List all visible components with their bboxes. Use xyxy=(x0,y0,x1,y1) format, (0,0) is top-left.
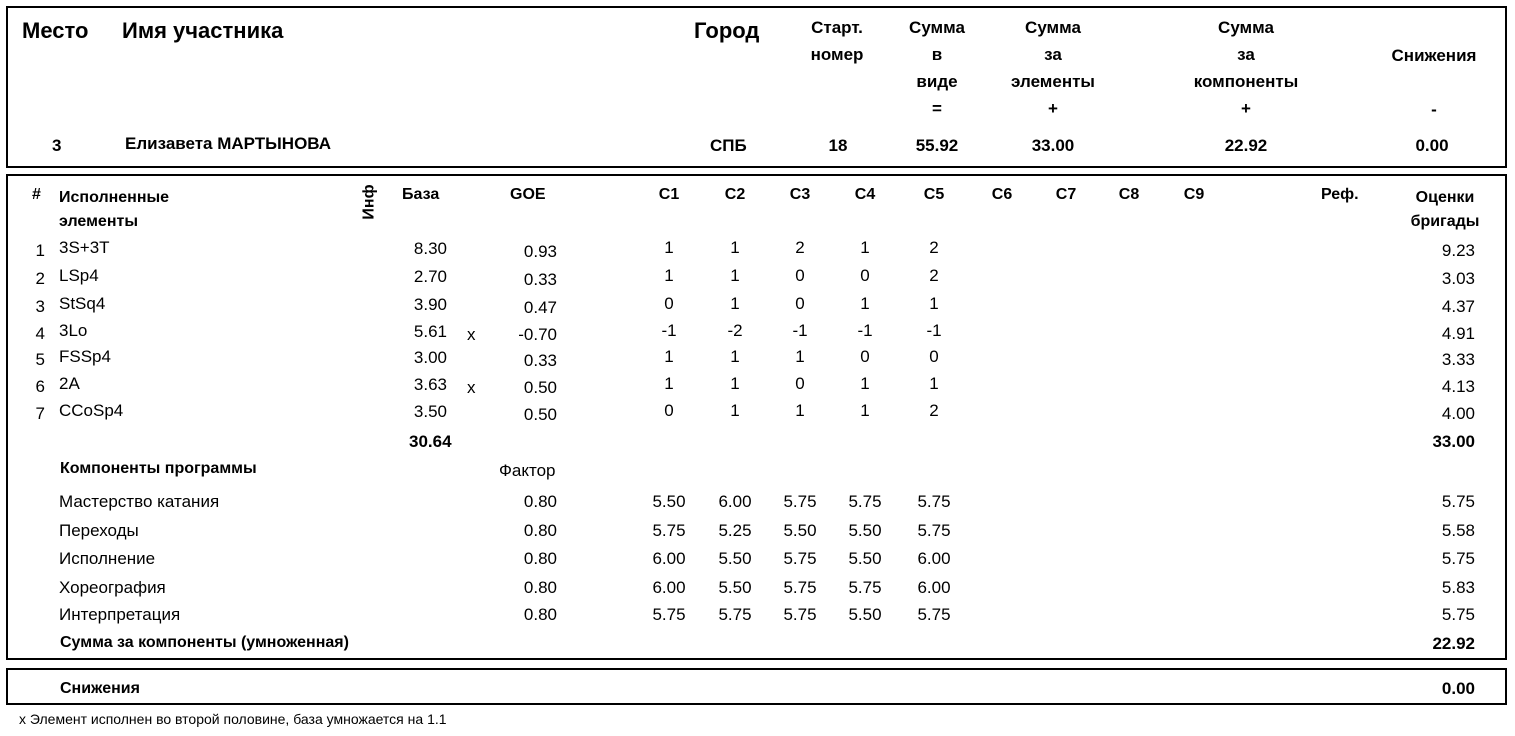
component-judge-score: 5.50 xyxy=(848,549,882,568)
component-factor: 0.80 xyxy=(523,578,557,597)
element-name: CCoSp4 xyxy=(59,401,124,420)
element-info: x xyxy=(467,325,476,344)
element-name: 2A xyxy=(59,374,80,393)
skater-total: 55.92 xyxy=(915,136,959,155)
judge-header-c6: C6 xyxy=(991,186,1013,203)
component-judge-score: 5.50 xyxy=(718,549,752,568)
element-judge-score: 1 xyxy=(730,294,740,313)
component-panel-score: 5.75 xyxy=(1441,492,1475,511)
component-name: Хореография xyxy=(59,578,166,597)
num-col-header: # xyxy=(32,186,41,203)
element-judge-score: 1 xyxy=(795,401,805,420)
components-sum-value: 22.92 xyxy=(1432,634,1475,653)
base-col-header: База xyxy=(402,186,440,203)
element-judge-score: 1 xyxy=(929,294,939,313)
name-header: Имя участника xyxy=(122,18,284,43)
component-judge-score: 5.75 xyxy=(848,578,882,597)
component-panel-score: 5.58 xyxy=(1441,521,1475,540)
elements-label-2: за xyxy=(1044,45,1062,64)
total-label-1: Сумма xyxy=(909,18,965,37)
components-score-header xyxy=(1176,14,1316,122)
deductions-label-2: - xyxy=(1431,100,1437,119)
element-judge-score: 1 xyxy=(730,238,740,257)
components-sum-label: Сумма за компоненты (умноженная) xyxy=(60,634,349,651)
component-judge-score: 5.50 xyxy=(783,521,817,540)
element-judge-score: -1 xyxy=(661,321,677,340)
element-judge-score: 2 xyxy=(929,401,939,420)
element-judge-score: 2 xyxy=(795,238,805,257)
component-panel-score: 5.75 xyxy=(1441,549,1475,568)
components-label-2: за xyxy=(1237,45,1255,64)
component-judge-score: 6.00 xyxy=(718,492,752,511)
component-judge-score: 5.50 xyxy=(848,605,882,624)
element-panel-score: 4.13 xyxy=(1441,377,1475,396)
component-judge-score: 5.75 xyxy=(917,521,951,540)
element-name: 3Lo xyxy=(59,321,88,340)
elements-score-header xyxy=(993,14,1113,122)
panel-col-header xyxy=(1405,186,1485,234)
element-num: 2 xyxy=(35,269,45,288)
element-num: 3 xyxy=(35,297,45,316)
judge-header-c2: C2 xyxy=(724,186,746,203)
component-judge-score: 6.00 xyxy=(652,549,686,568)
component-judge-score: 5.75 xyxy=(652,521,686,540)
component-judge-score: 5.75 xyxy=(783,549,817,568)
elements-score-total: 33.00 xyxy=(1432,432,1475,451)
components-label-1: Сумма xyxy=(1218,18,1274,37)
start-label-2: номер xyxy=(810,45,864,64)
components-section-title: Компоненты программы xyxy=(60,460,257,477)
deductions-box xyxy=(6,668,1507,705)
judge-header-c8: C8 xyxy=(1118,186,1140,203)
element-judge-score: 0 xyxy=(860,266,870,285)
element-base: 3.50 xyxy=(413,402,447,421)
panel-col-label-2: бригады xyxy=(1410,213,1480,230)
total-label-3: виде xyxy=(916,72,958,91)
element-goe: 0.33 xyxy=(523,351,557,370)
base-total: 30.64 xyxy=(409,432,452,451)
city-header: Город xyxy=(694,18,760,43)
element-num: 4 xyxy=(35,324,45,343)
element-base: 5.61 xyxy=(413,322,447,341)
element-judge-score: 1 xyxy=(929,374,939,393)
judge-header-c3: C3 xyxy=(789,186,811,203)
skater-elements-total: 33.00 xyxy=(1031,136,1075,155)
component-factor: 0.80 xyxy=(523,521,557,540)
element-info: x xyxy=(467,378,476,397)
element-judge-score: 0 xyxy=(795,374,805,393)
element-judge-score: -1 xyxy=(926,321,942,340)
element-goe: 0.50 xyxy=(523,378,557,397)
element-num: 5 xyxy=(35,350,45,369)
elements-label-4: + xyxy=(1048,99,1058,118)
element-judge-score: 1 xyxy=(795,347,805,366)
element-name: FSSp4 xyxy=(59,347,111,366)
component-factor: 0.80 xyxy=(523,492,557,511)
element-judge-score: 0 xyxy=(664,294,674,313)
component-panel-score: 5.75 xyxy=(1441,605,1475,624)
element-judge-score: 2 xyxy=(929,266,939,285)
component-judge-score: 5.75 xyxy=(783,605,817,624)
element-goe: 0.33 xyxy=(523,270,557,289)
component-judge-score: 6.00 xyxy=(917,549,951,568)
deductions-row-label: Снижения xyxy=(60,680,140,697)
element-name: LSp4 xyxy=(59,266,99,285)
element-goe: 0.50 xyxy=(523,405,557,424)
element-name: StSq4 xyxy=(59,294,106,313)
total-label-4: = xyxy=(932,99,942,118)
elements-col-header xyxy=(59,186,169,234)
start-number-header xyxy=(787,14,887,68)
element-base: 8.30 xyxy=(413,239,447,258)
element-judge-score: -2 xyxy=(727,321,743,340)
element-judge-score: 1 xyxy=(664,238,674,257)
total-label-2: в xyxy=(931,45,943,64)
panel-col-label-1: Оценки xyxy=(1415,189,1475,206)
element-judge-score: 2 xyxy=(929,238,939,257)
factor-header: Фактор xyxy=(499,461,556,480)
skater-city: СПБ xyxy=(710,136,747,155)
component-judge-score: 5.25 xyxy=(718,521,752,540)
element-judge-score: 1 xyxy=(730,266,740,285)
element-judge-score: 1 xyxy=(664,374,674,393)
element-panel-score: 9.23 xyxy=(1441,241,1475,260)
element-judge-score: 1 xyxy=(730,374,740,393)
component-judge-score: 6.00 xyxy=(917,578,951,597)
element-panel-score: 3.03 xyxy=(1441,269,1475,288)
judge-header-c1: C1 xyxy=(658,186,680,203)
component-judge-score: 5.75 xyxy=(783,492,817,511)
deductions-label-1: Снижения xyxy=(1391,46,1477,65)
element-judge-score: 1 xyxy=(730,401,740,420)
component-factor: 0.80 xyxy=(523,549,557,568)
element-judge-score: 0 xyxy=(795,266,805,285)
component-name: Интерпретация xyxy=(59,605,181,624)
elements-col-label-2: элементы xyxy=(59,213,138,230)
skater-start-number: 18 xyxy=(828,136,848,155)
element-base: 2.70 xyxy=(413,267,447,286)
judge-header-c9: C9 xyxy=(1183,186,1205,203)
component-judge-score: 5.75 xyxy=(718,605,752,624)
element-judge-score: 1 xyxy=(860,401,870,420)
element-panel-score: 4.00 xyxy=(1441,404,1475,423)
ref-col-header: Реф. xyxy=(1321,186,1359,203)
element-goe: 0.93 xyxy=(523,242,557,261)
element-judge-score: 1 xyxy=(664,266,674,285)
component-judge-score: 5.75 xyxy=(848,492,882,511)
element-judge-score: 1 xyxy=(860,294,870,313)
element-name: 3S+3T xyxy=(59,238,110,257)
skater-components-total: 22.92 xyxy=(1224,136,1268,155)
component-judge-score: 6.00 xyxy=(652,578,686,597)
element-judge-score: 0 xyxy=(664,401,674,420)
element-base: 3.90 xyxy=(413,295,447,314)
skater-deductions: 0.00 xyxy=(1415,136,1449,155)
element-num: 6 xyxy=(35,377,45,396)
component-name: Мастерство катания xyxy=(59,492,220,511)
element-judge-score: -1 xyxy=(792,321,808,340)
deductions-row-value: 0.00 xyxy=(1441,679,1475,698)
elements-label-1: Сумма xyxy=(1025,18,1081,37)
component-judge-score: 5.50 xyxy=(848,521,882,540)
element-judge-score: -1 xyxy=(857,321,873,340)
components-label-3: компоненты xyxy=(1193,72,1299,91)
element-panel-score: 4.37 xyxy=(1441,297,1475,316)
footnote: x Элемент исполнен во второй половине, база умножается на 1.1 xyxy=(19,711,447,727)
place-header: Место xyxy=(22,18,89,43)
deductions-header xyxy=(1374,42,1494,123)
element-num: 7 xyxy=(35,404,45,423)
component-factor: 0.80 xyxy=(523,605,557,624)
element-judge-score: 1 xyxy=(860,238,870,257)
element-judge-score: 0 xyxy=(795,294,805,313)
skater-name: Елизавета МАРТЫНОВА xyxy=(125,134,332,153)
component-name: Переходы xyxy=(59,521,139,540)
element-judge-score: 0 xyxy=(860,347,870,366)
element-goe: -0.70 xyxy=(518,325,557,344)
total-score-header xyxy=(887,14,987,122)
judge-header-c5: C5 xyxy=(923,186,945,203)
skater-place: 3 xyxy=(52,136,62,155)
judge-header-c4: C4 xyxy=(854,186,876,203)
element-panel-score: 3.33 xyxy=(1441,350,1475,369)
component-panel-score: 5.83 xyxy=(1441,578,1475,597)
judge-header-c7: C7 xyxy=(1055,186,1077,203)
element-goe: 0.47 xyxy=(523,298,557,317)
component-judge-score: 5.75 xyxy=(652,605,686,624)
elements-col-label-1: Исполненные xyxy=(59,189,170,206)
start-label-1: Старт. xyxy=(811,18,863,37)
element-judge-score: 1 xyxy=(860,374,870,393)
component-judge-score: 5.50 xyxy=(718,578,752,597)
element-judge-score: 1 xyxy=(730,347,740,366)
element-judge-score: 1 xyxy=(664,347,674,366)
element-judge-score: 0 xyxy=(929,347,939,366)
element-num: 1 xyxy=(35,241,45,260)
component-judge-score: 5.75 xyxy=(917,605,951,624)
component-judge-score: 5.50 xyxy=(652,492,686,511)
goe-col-header: GOE xyxy=(510,186,546,203)
element-base: 3.00 xyxy=(413,348,447,367)
component-name: Исполнение xyxy=(59,549,156,568)
component-judge-score: 5.75 xyxy=(783,578,817,597)
component-judge-score: 5.75 xyxy=(917,492,951,511)
info-col-header: Инф xyxy=(360,184,378,220)
element-base: 3.63 xyxy=(413,375,447,394)
components-label-4: + xyxy=(1241,99,1251,118)
element-panel-score: 4.91 xyxy=(1441,324,1475,343)
elements-label-3: элементы xyxy=(1011,72,1095,91)
